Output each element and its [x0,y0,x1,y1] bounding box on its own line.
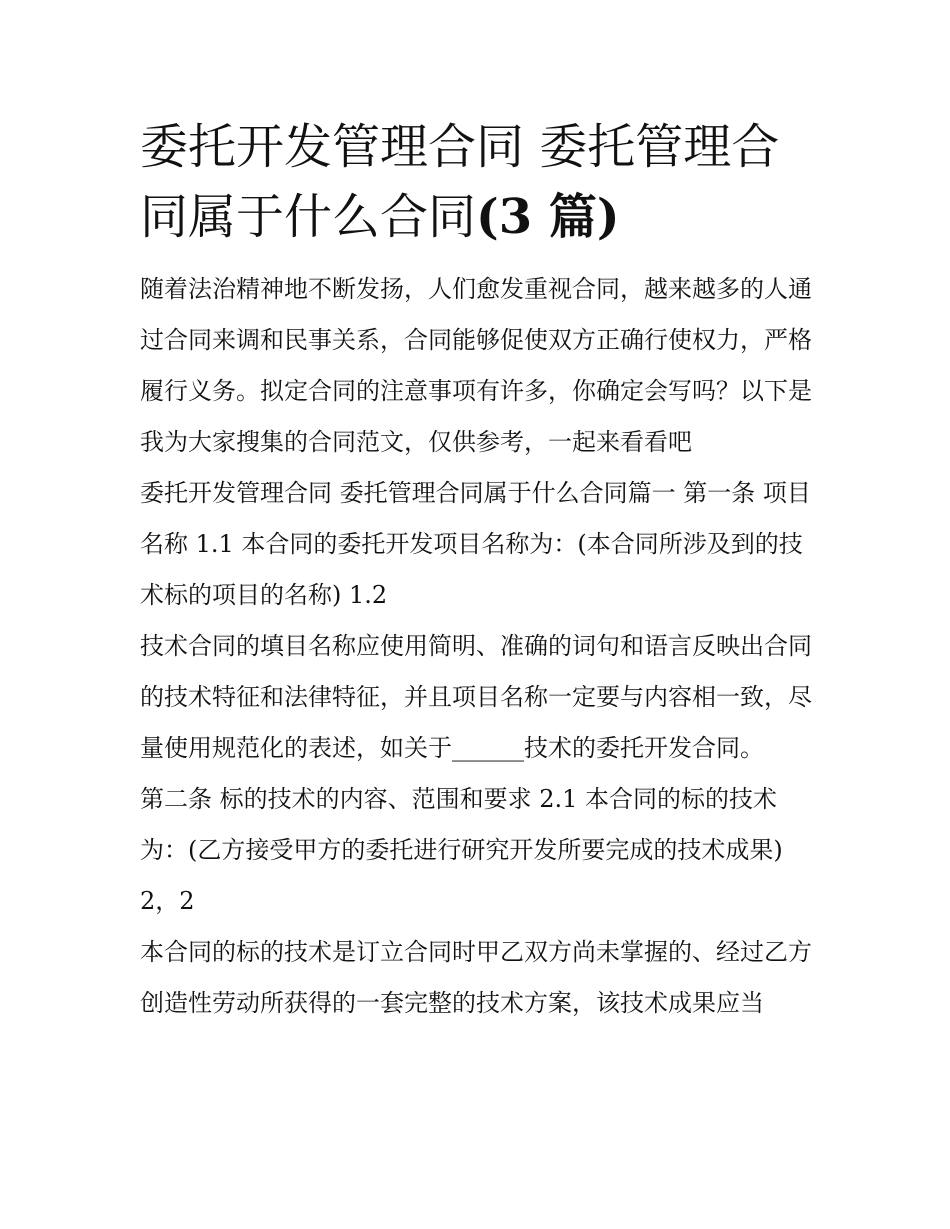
paragraph-intro: 随着法治精神地不断发扬，人们愈发重视合同，越来越多的人通过合同来调和民事关系，合同能够促使双方正确行使权力，严格履行义务。拟定合同的注意事项有许多，你确定会写吗？以下是我为大家搜集的合同范文，仅供参考，一起来看看吧 [140,275,812,456]
paragraph-target-technology: 本合同的标的技术是订立合同时甲乙双方尚未掌握的、经过乙方创造性劳动所获得的一套完整的技术方案，该技术成果应当 [140,938,812,1017]
paragraph-article-2: 第二条 标的技术的内容、范围和要求 2.1 本合同的标的技术为：(乙方接受甲方的委托进行研究开发所要完成的技术成果)2，2 [140,785,783,915]
document-title [140,112,816,252]
document-body [140,112,816,1029]
paragraph-project-name-note: 技术合同的填目名称应使用简明、准确的词句和语言反映出合同的技术特征和法律特征，并且项目名称一定要与内容相一致，尽量使用规范化的表述，如关于______技术的委托开发合同。 [140,632,812,762]
paragraph-article-1: 委托开发管理合同 委托管理合同属于什么合同篇一 第一条 项目名称 1.1 本合同的委托开发项目名称为：(本合同所涉及到的技术标的项目的名称) 1.2 [140,479,811,609]
document-title-count: (3 篇) [476,189,620,245]
document-title-main: 委托开发管理合同 委托管理合同属于什么合同 [140,119,780,245]
